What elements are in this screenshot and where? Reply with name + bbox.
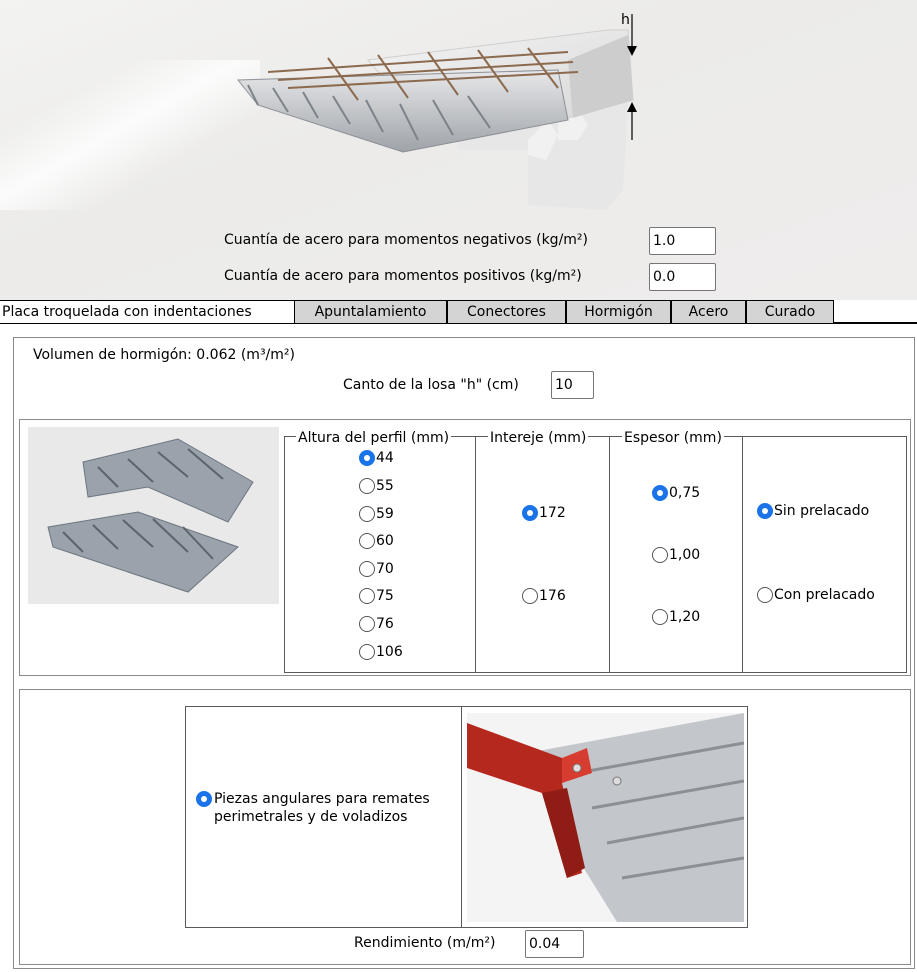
altura-option-radio-1[interactable] — [359, 478, 375, 494]
intereje-legend: Intereje (mm) — [490, 430, 587, 446]
intereje-option-label-1: 176 — [539, 588, 566, 604]
prelacado-group — [742, 436, 907, 673]
dimension-h-label: h — [621, 12, 630, 28]
slab-depth-input[interactable]: 10 — [551, 371, 594, 399]
angle-piece-photo — [467, 713, 744, 922]
espesor-option-label-0: 0,75 — [669, 485, 701, 501]
altura-option-radio-7[interactable] — [359, 644, 375, 660]
altura-option-radio-5[interactable] — [359, 588, 375, 604]
accessory-angle-label-line1: Piezas angulares para remates — [214, 791, 430, 807]
prelacado-option-label-1: Con prelacado — [774, 587, 875, 603]
altura-option-radio-3[interactable] — [359, 533, 375, 549]
positive-moment-input[interactable]: 0.0 — [649, 263, 716, 291]
intereje-option-label-0: 172 — [539, 505, 566, 521]
concrete-volume-text: Volumen de hormigón: 0.062 (m³/m²) — [33, 347, 295, 363]
espesor-option-radio-2[interactable] — [652, 609, 668, 625]
espesor-option-label-2: 1,20 — [669, 609, 701, 625]
composite-slab-illustration — [228, 0, 708, 218]
espesor-option-radio-0[interactable] — [652, 485, 668, 501]
intereje-group — [475, 436, 610, 673]
intereje-option-radio-0[interactable] — [522, 505, 538, 521]
espesor-option-label-1: 1,00 — [669, 547, 701, 563]
tab-conectores[interactable]: Conectores — [447, 300, 566, 323]
negative-moment-label: Cuantía de acero para momentos negativos (kg/m²) — [224, 232, 588, 248]
tab-hormigon[interactable]: Hormigón — [566, 300, 671, 323]
intereje-option-radio-1[interactable] — [522, 588, 538, 604]
altura-option-label-5: 75 — [376, 588, 394, 604]
altura-option-label-2: 59 — [376, 506, 394, 522]
prelacado-option-radio-0[interactable] — [757, 503, 773, 519]
slab-depth-label: Canto de la losa "h" (cm) — [343, 377, 519, 393]
deck-profile-photo — [28, 427, 279, 604]
negative-moment-input[interactable]: 1.0 — [649, 227, 716, 255]
prelacado-option-label-0: Sin prelacado — [774, 503, 870, 519]
positive-moment-row — [0, 264, 917, 294]
tab-acero[interactable]: Acero — [671, 300, 746, 323]
tab-placa[interactable]: Placa troquelada con indentaciones — [0, 300, 294, 323]
altura-option-radio-0[interactable] — [359, 450, 375, 466]
tab-bar — [0, 300, 917, 324]
altura-option-label-1: 55 — [376, 478, 394, 494]
tab-curado[interactable]: Curado — [746, 300, 834, 323]
rendimiento-input[interactable]: 0.04 — [525, 930, 584, 958]
prelacado-option-radio-1[interactable] — [757, 587, 773, 603]
tab-apuntalamiento[interactable]: Apuntalamiento — [294, 300, 447, 323]
espesor-option-radio-1[interactable] — [652, 547, 668, 563]
altura-option-label-3: 60 — [376, 533, 394, 549]
altura-group — [284, 436, 476, 673]
espesor-legend: Espesor (mm) — [624, 430, 722, 446]
altura-option-label-4: 70 — [376, 561, 394, 577]
altura-option-label-0: 44 — [376, 450, 394, 466]
positive-moment-label: Cuantía de acero para momentos positivos (kg/m²) — [224, 268, 582, 284]
accessory-angle-label-line2: perimetrales y de voladizos — [214, 809, 408, 825]
altura-option-radio-2[interactable] — [359, 506, 375, 522]
rendimiento-label: Rendimiento (m/m²) — [354, 935, 496, 951]
altura-option-label-6: 76 — [376, 616, 394, 632]
altura-legend: Altura del perfil (mm) — [298, 430, 450, 446]
negative-moment-row — [0, 228, 917, 258]
altura-option-label-7: 106 — [376, 644, 403, 660]
altura-option-radio-6[interactable] — [359, 616, 375, 632]
altura-option-radio-4[interactable] — [359, 561, 375, 577]
accessory-angle-radio[interactable] — [196, 791, 212, 807]
